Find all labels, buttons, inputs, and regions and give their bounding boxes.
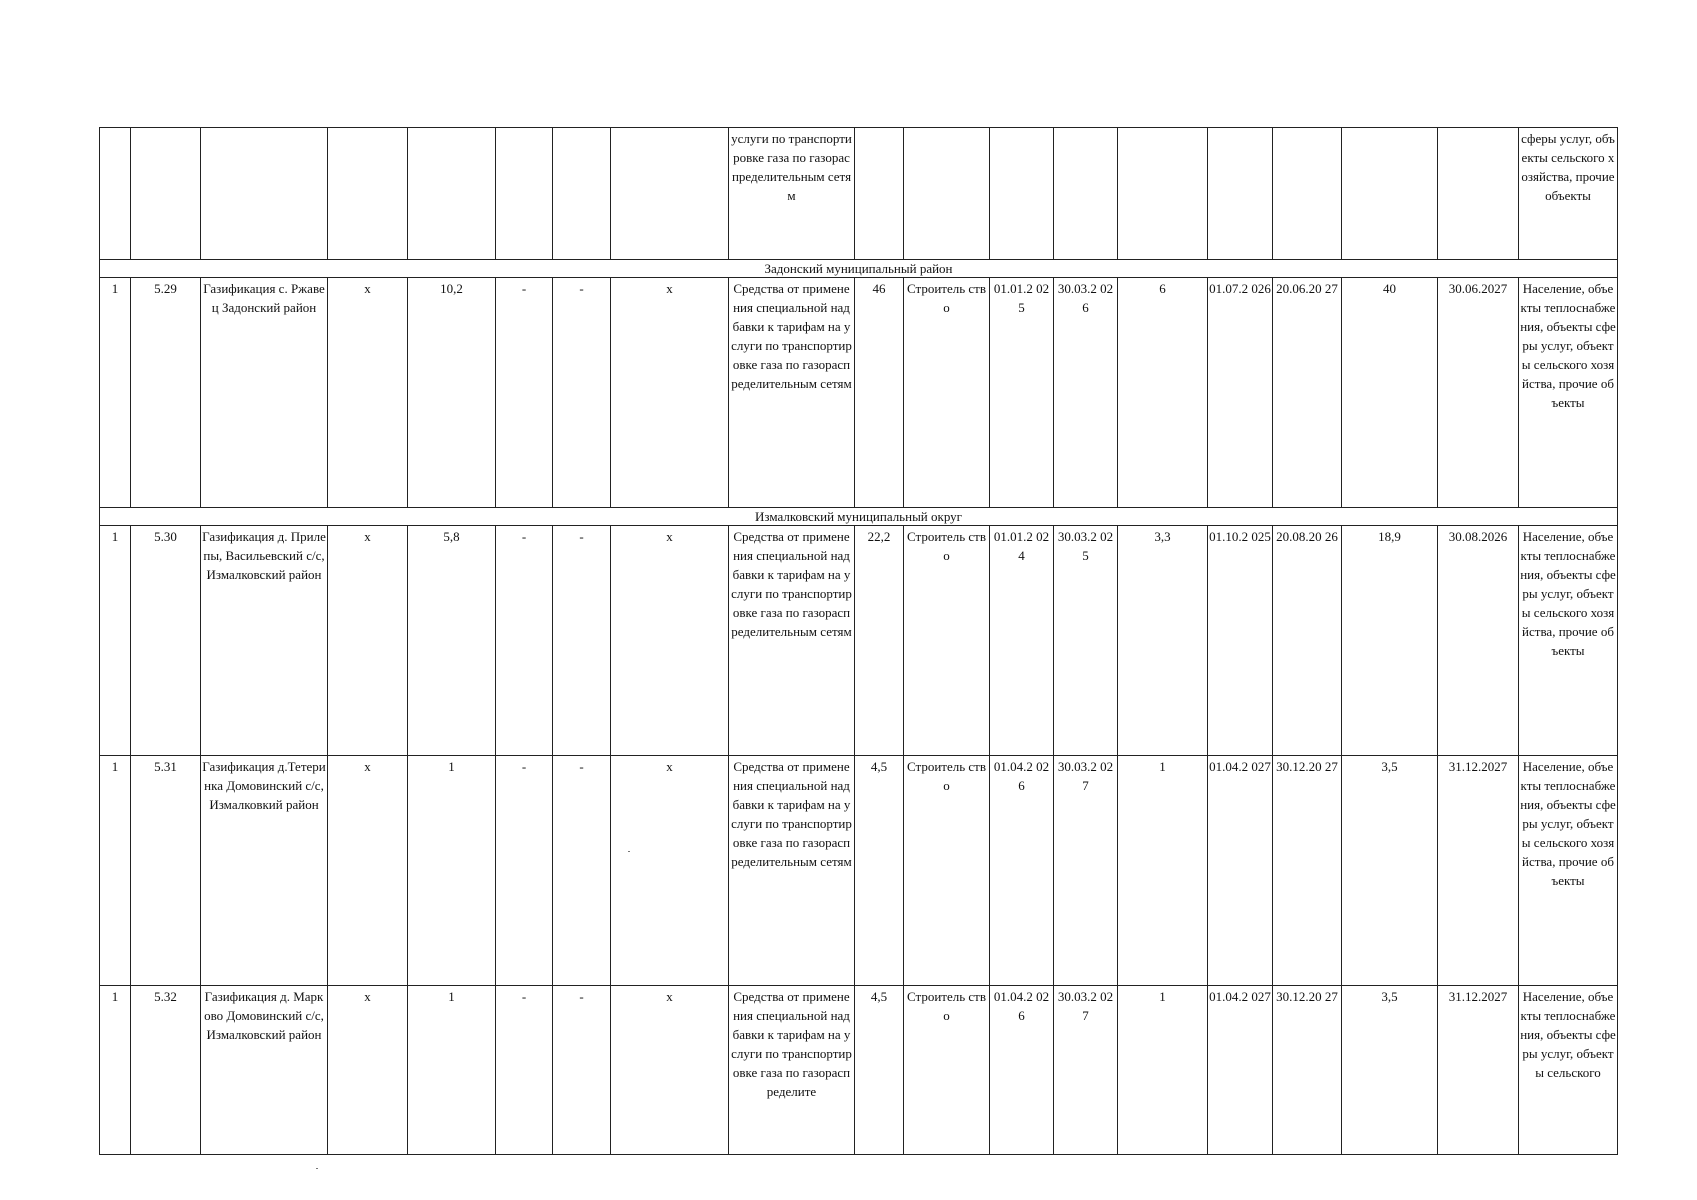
- cell-start2: 01.04.2 027: [1208, 986, 1273, 1155]
- cell-v2: 40: [1342, 278, 1438, 508]
- cell-end1: 30.03.2 025: [1054, 526, 1118, 756]
- cell-finish: 30.06.2027: [1438, 278, 1519, 508]
- cell-empty: [611, 128, 729, 260]
- cell-c5: 1: [408, 756, 496, 986]
- cell-name: Газификация д. Прилепы, Васильевский с/с, Измалковский район: [201, 526, 328, 756]
- cell-empty: [855, 128, 904, 260]
- cell-n: 1: [100, 756, 131, 986]
- cell-c5: 5,8: [408, 526, 496, 756]
- cell-v2: 3,5: [1342, 756, 1438, 986]
- cell-end2: 20.08.20 26: [1273, 526, 1342, 756]
- investment-table: [99, 127, 1618, 1155]
- scan-speck: [628, 851, 630, 852]
- cell-c4: х: [328, 278, 408, 508]
- cell-end1: 30.03.2 027: [1054, 986, 1118, 1155]
- cell-empty: [131, 128, 201, 260]
- cell-v1: 6: [1118, 278, 1208, 508]
- cell-empty: [496, 128, 553, 260]
- cell-c7: -: [553, 756, 611, 986]
- cell-finish: 31.12.2027: [1438, 756, 1519, 986]
- cell-funding: Средства от применения специальной надбавки к тарифам на услуги по транспортировке газа по газораспределительным сетям: [729, 756, 855, 986]
- table-row: [100, 526, 1618, 756]
- cell-empty: [1118, 128, 1208, 260]
- cell-funding: Средства от применения специальной надбавки к тарифам на услуги по транспортировке газа по газораспределительным сетям: [729, 526, 855, 756]
- cell-v1: 1: [1118, 756, 1208, 986]
- cell-c5: 10,2: [408, 278, 496, 508]
- table-row: [100, 986, 1618, 1155]
- cell-funding: Средства от применения специальной надбавки к тарифам на услуги по транспортировке газа по газораспределительным сетям: [729, 278, 855, 508]
- cell-end2: 30.12.20 27: [1273, 756, 1342, 986]
- cell-stage: Строитель ство: [904, 756, 990, 986]
- cell-end2: 30.12.20 27: [1273, 986, 1342, 1155]
- cell-name: Газификация д. Марково Домовинский с/с, Измалковский район: [201, 986, 328, 1155]
- cell-consumers: Население, объекты теплоснабже ния, объекты сферы услуг, объекты сельского хозяйства, прочие объекты: [1519, 526, 1618, 756]
- cell-stage: Строитель ство: [904, 526, 990, 756]
- table-row: [100, 756, 1618, 986]
- cell-code: 5.31: [131, 756, 201, 986]
- cell-c8: х: [611, 756, 729, 986]
- cell-c8: х: [611, 986, 729, 1155]
- cell-c6: -: [496, 278, 553, 508]
- cell-start1: 01.01.2 024: [990, 526, 1054, 756]
- cell-start2: 01.10.2 025: [1208, 526, 1273, 756]
- cell-empty: [1438, 128, 1519, 260]
- cell-start1: 01.01.2 025: [990, 278, 1054, 508]
- cell-empty: [1054, 128, 1118, 260]
- cell-total: 4,5: [855, 986, 904, 1155]
- cell-code: 5.32: [131, 986, 201, 1155]
- cell-empty: [1273, 128, 1342, 260]
- cell-c8: х: [611, 526, 729, 756]
- cell-c5: 1: [408, 986, 496, 1155]
- cell-start1: 01.04.2 026: [990, 756, 1054, 986]
- cell-name: Газификация д.Тетеринка Домовинский с/с, Измалковкий район: [201, 756, 328, 986]
- cell-finish: 31.12.2027: [1438, 986, 1519, 1155]
- section-row: [100, 508, 1618, 526]
- cell-consumers: сферы услуг, объекты сельского хозяйства, прочие объекты: [1519, 128, 1618, 260]
- cell-end2: 20.06.20 27: [1273, 278, 1342, 508]
- cell-c7: -: [553, 526, 611, 756]
- continuation-row: [100, 128, 1618, 260]
- cell-empty: [1342, 128, 1438, 260]
- cell-v2: 18,9: [1342, 526, 1438, 756]
- cell-n: 1: [100, 986, 131, 1155]
- cell-empty: [201, 128, 328, 260]
- cell-empty: [990, 128, 1054, 260]
- cell-finish: 30.08.2026: [1438, 526, 1519, 756]
- scan-speck: [316, 1168, 318, 1169]
- cell-empty: [553, 128, 611, 260]
- cell-c7: -: [553, 986, 611, 1155]
- cell-name: Газификация с. Ржавец Задонский район: [201, 278, 328, 508]
- cell-v1: 1: [1118, 986, 1208, 1155]
- document-sheet: [99, 127, 1617, 1155]
- cell-funding: услуги по транспортировке газа по газораспределительным сетям: [729, 128, 855, 260]
- cell-c7: -: [553, 278, 611, 508]
- cell-start2: 01.07.2 026: [1208, 278, 1273, 508]
- section-header-izmalkovsky: Измалковский муниципальный округ: [100, 508, 1618, 526]
- cell-consumers: Население, объекты теплоснабже ния, объекты сферы услуг, объекты сельского хозяйства, прочие объекты: [1519, 756, 1618, 986]
- cell-code: 5.29: [131, 278, 201, 508]
- cell-end1: 30.03.2 027: [1054, 756, 1118, 986]
- cell-start1: 01.04.2 026: [990, 986, 1054, 1155]
- cell-start2: 01.04.2 027: [1208, 756, 1273, 986]
- cell-total: 4,5: [855, 756, 904, 986]
- cell-total: 22,2: [855, 526, 904, 756]
- cell-consumers: Население, объекты теплоснабже ния, объекты сферы услуг, объекты сельского: [1519, 986, 1618, 1155]
- cell-c4: х: [328, 526, 408, 756]
- table-row: [100, 278, 1618, 508]
- cell-c4: х: [328, 986, 408, 1155]
- cell-c6: -: [496, 986, 553, 1155]
- cell-v1: 3,3: [1118, 526, 1208, 756]
- cell-empty: [408, 128, 496, 260]
- cell-n: 1: [100, 278, 131, 508]
- cell-c8: х: [611, 278, 729, 508]
- cell-n: 1: [100, 526, 131, 756]
- cell-code: 5.30: [131, 526, 201, 756]
- cell-empty: [328, 128, 408, 260]
- cell-c4: х: [328, 756, 408, 986]
- cell-total: 46: [855, 278, 904, 508]
- section-header-zadonsky: Задонский муниципальный район: [100, 260, 1618, 278]
- cell-stage: Строитель ство: [904, 986, 990, 1155]
- cell-consumers: Население, объекты теплоснабже ния, объекты сферы услуг, объекты сельского хозяйства, прочие объекты: [1519, 278, 1618, 508]
- cell-empty: [100, 128, 131, 260]
- cell-v2: 3,5: [1342, 986, 1438, 1155]
- cell-end1: 30.03.2 026: [1054, 278, 1118, 508]
- cell-empty: [904, 128, 990, 260]
- cell-c6: -: [496, 526, 553, 756]
- cell-empty: [1208, 128, 1273, 260]
- cell-stage: Строитель ство: [904, 278, 990, 508]
- cell-c6: -: [496, 756, 553, 986]
- section-row: [100, 260, 1618, 278]
- cell-funding: Средства от применения специальной надбавки к тарифам на услуги по транспортировке газа по газораспределите: [729, 986, 855, 1155]
